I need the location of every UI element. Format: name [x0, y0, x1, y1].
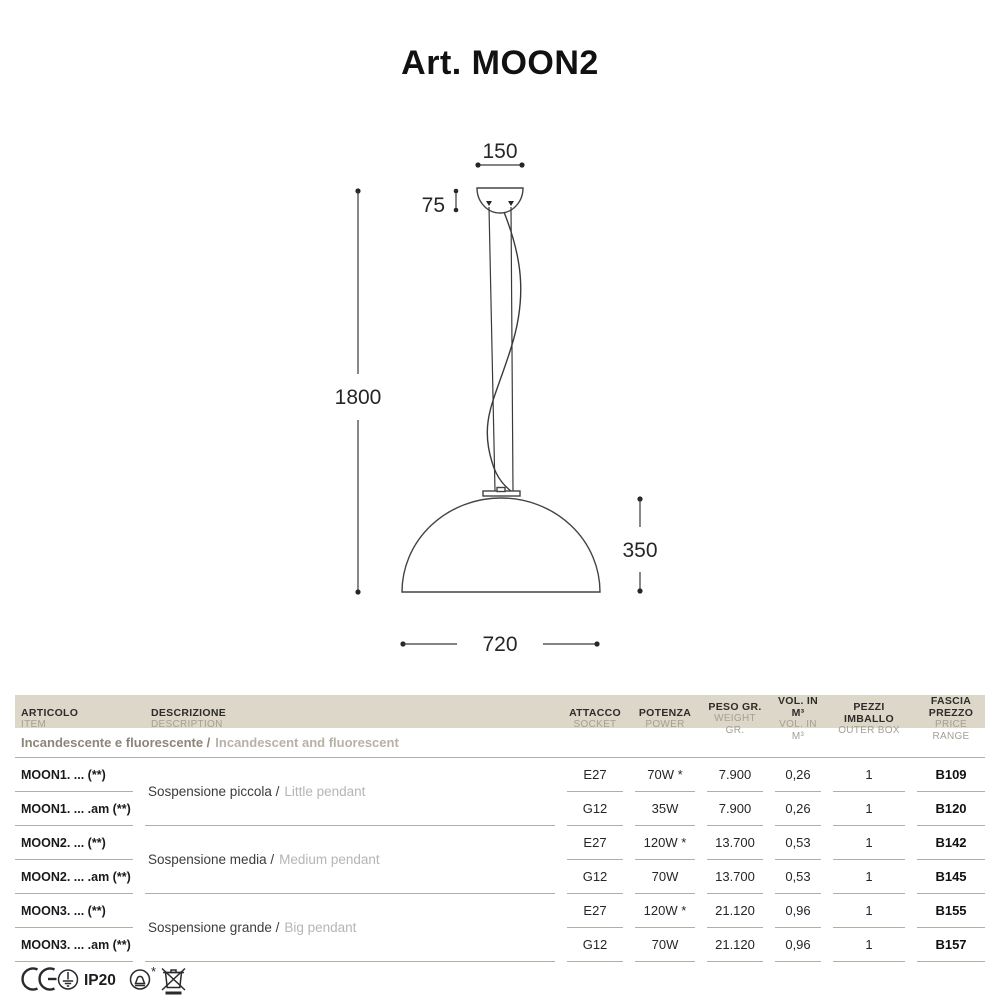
- column-header-articolo: ARTICOLO ITEM: [21, 706, 79, 730]
- weight-value: 7.900: [707, 758, 763, 792]
- product-group-moon2: [15, 826, 985, 894]
- item-code: MOON1. ... (**): [15, 758, 133, 792]
- socket-value: E27: [567, 826, 623, 860]
- page-title: Art. MOON2: [401, 44, 599, 82]
- box-value: 1: [833, 792, 905, 826]
- group-description: Sospensione piccola / Little pendant: [145, 758, 555, 826]
- earth-class-icon: [59, 970, 78, 989]
- dim-suspension-height: 1800: [334, 386, 382, 409]
- weight-value: 21.120: [707, 894, 763, 928]
- lamp-note-asterisk: *: [151, 964, 157, 979]
- socket-value: G12: [567, 792, 623, 826]
- box-value: 1: [833, 860, 905, 894]
- spec-table-body: [15, 758, 985, 962]
- price-range: B145: [917, 860, 985, 894]
- column-header-prezzo: FASCIA PREZZO PRICE RANGE: [928, 695, 974, 742]
- technical-drawing: [0, 130, 1000, 670]
- price-range: B109: [917, 758, 985, 792]
- group-description: Sospensione grande / Big pendant: [145, 894, 555, 962]
- socket-value: E27: [567, 894, 623, 928]
- dim-dome-height: 350: [622, 539, 658, 562]
- weight-value: 13.700: [707, 826, 763, 860]
- price-range: B120: [917, 792, 985, 826]
- ip-rating: IP20: [84, 972, 116, 989]
- weight-value: 7.900: [707, 792, 763, 826]
- ceiling-canopy: [477, 188, 523, 213]
- item-code: MOON2. ... .am (**): [15, 860, 133, 894]
- volume-value: 0,96: [775, 894, 821, 928]
- volume-value: 0,96: [775, 928, 821, 962]
- item-code: MOON1. ... .am (**): [15, 792, 133, 826]
- box-value: 1: [833, 826, 905, 860]
- volume-value: 0,53: [775, 860, 821, 894]
- volume-value: 0,26: [775, 792, 821, 826]
- column-header-imballo: PEZZI IMBALLO OUTER BOX: [838, 700, 900, 736]
- power-value: 70W *: [635, 758, 695, 792]
- volume-value: 0,53: [775, 826, 821, 860]
- dim-canopy-width: 150: [482, 140, 518, 163]
- self-shielded-lamp-icon: [131, 970, 150, 989]
- power-value: 120W *: [635, 826, 695, 860]
- suspension-cables: [487, 207, 521, 492]
- group-description: Sospensione media / Medium pendant: [145, 826, 555, 894]
- price-range: B157: [917, 928, 985, 962]
- item-code: MOON3. ... .am (**): [15, 928, 133, 962]
- section-header: Incandescente e fluorescente / Incandescent and fluorescent: [15, 728, 985, 758]
- dim-dome-width: 720: [482, 633, 518, 656]
- column-header-volume: VOL. IN M³ VOL. IN M³: [777, 695, 819, 742]
- column-header-potenza: POTENZA POWER: [638, 706, 692, 730]
- spec-table-header: [15, 695, 985, 742]
- dome-shade: [402, 498, 600, 592]
- socket-value: G12: [567, 860, 623, 894]
- ce-mark-icon: [23, 969, 57, 990]
- column-header-descrizione: DESCRIZIONE DESCRIPTION: [151, 706, 227, 730]
- weee-bin-icon: [162, 969, 185, 994]
- price-range: B142: [917, 826, 985, 860]
- column-header-peso: PESO GR. WEIGHT GR.: [708, 701, 762, 736]
- product-group-moon3: [15, 894, 985, 962]
- socket-value: E27: [567, 758, 623, 792]
- box-value: 1: [833, 928, 905, 962]
- item-code: MOON2. ... (**): [15, 826, 133, 860]
- socket-value: G12: [567, 928, 623, 962]
- weight-value: 13.700: [707, 860, 763, 894]
- product-group-moon1: [15, 758, 985, 826]
- power-value: 70W: [635, 860, 695, 894]
- weight-value: 21.120: [707, 928, 763, 962]
- item-code: MOON3. ... (**): [15, 894, 133, 928]
- box-value: 1: [833, 894, 905, 928]
- power-value: 120W *: [635, 894, 695, 928]
- volume-value: 0,26: [775, 758, 821, 792]
- certification-icons: [21, 962, 251, 1000]
- power-value: 35W: [635, 792, 695, 826]
- price-range: B155: [917, 894, 985, 928]
- box-value: 1: [833, 758, 905, 792]
- power-value: 70W: [635, 928, 695, 962]
- dim-canopy-height: 75: [421, 194, 445, 217]
- column-header-attacco: ATTACCO SOCKET: [569, 706, 621, 730]
